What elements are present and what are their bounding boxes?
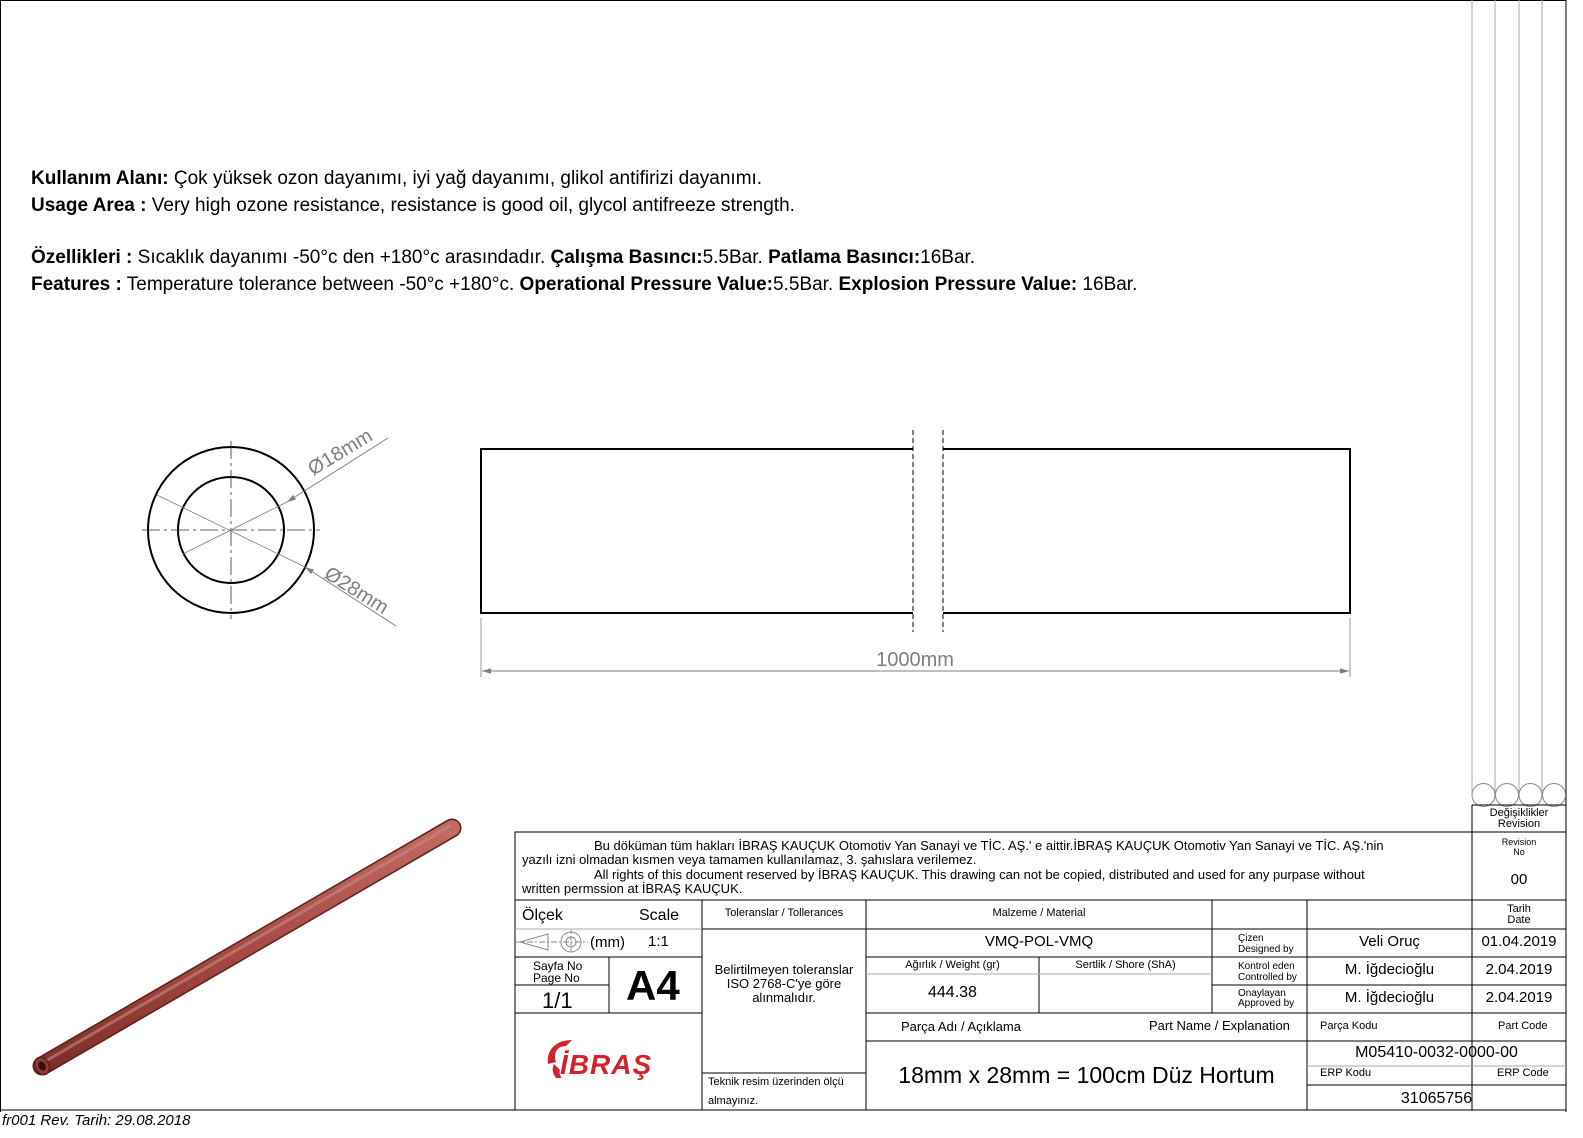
inner-diameter-label: Ø18mm <box>304 424 377 481</box>
revision-date-label-tr: Tarih <box>1507 903 1531 915</box>
erp-value: 31065756 <box>1400 1090 1473 1107</box>
paper-size: A4 <box>626 962 680 1009</box>
revision-header-tr: Değişiklikler <box>1489 807 1549 819</box>
part-name-label-tr: Parça Adı / Açıklama <box>901 1019 1021 1034</box>
copyright-en-line1: All rights of this document reserved by İBRAŞ KAUÇUK. This drawing can not be copied, distributed and used for any purpase without <box>594 867 1365 882</box>
tolerances-text-1: Belirtilmeyen toleranslar <box>714 962 854 977</box>
revision-header-en: Revision <box>1497 818 1541 830</box>
copyright-en-line2: written permssion at İBRAŞ KAUÇUK. <box>522 881 743 896</box>
no-measure-note-1: Teknik resim üzerinden ölçü <box>708 1076 844 1088</box>
logo-wordmark: İBRAŞ <box>560 1049 653 1080</box>
controlled-label-en: Controlled by <box>1238 972 1297 983</box>
part-name-value: 18mm x 28mm = 100cm Düz Hortum <box>898 1062 1275 1088</box>
revision-no-label-tr: Revision <box>1501 837 1537 847</box>
weight-header: Ağırlık / Weight (gr) <box>905 959 1000 971</box>
usage-area-en: Usage Area : Very high ozone resistance, resistance is good oil, glycol antifreeze strength. <box>31 194 795 216</box>
outer-diameter-label: Ø28mm <box>320 562 393 619</box>
designed-date: 01.04.2019 <box>1481 933 1557 950</box>
revision-no-label-en: No <box>1513 847 1525 857</box>
tolerances-header: Toleranslar / Tollerances <box>724 907 844 919</box>
material-value: VMQ-POL-VMQ <box>984 933 1094 950</box>
revision-date-label-en: Date <box>1507 914 1531 926</box>
designed-label-en: Designed by <box>1238 944 1294 955</box>
erp-label-en: ERP Code <box>1497 1067 1549 1079</box>
scale-label-tr: Ölçek <box>522 907 563 924</box>
units-label: (mm) <box>590 934 625 951</box>
revision-columns <box>1472 0 1542 795</box>
designed-label-tr: Çizen <box>1238 933 1264 944</box>
tolerances-text-2: ISO 2768-C'ye göre <box>726 976 842 991</box>
part-code-label-tr: Parça Kodu <box>1320 1020 1378 1032</box>
scale-label-en: Scale <box>639 907 680 924</box>
first-angle-projection-symbol <box>515 930 588 954</box>
approved-label-en: Approved by <box>1238 998 1295 1009</box>
controlled-date: 2.04.2019 <box>1485 961 1553 978</box>
part-name-label-en: Part Name / Explanation <box>1149 1018 1290 1033</box>
approved-date: 2.04.2019 <box>1485 989 1553 1006</box>
hose-3d-render <box>31 826 452 1077</box>
page-no-label-tr: Sayfa No <box>533 959 583 973</box>
page-value: 1/1 <box>542 988 573 1013</box>
ibras-logo <box>548 1040 652 1080</box>
length-dimension-label: 1000mm <box>876 649 954 671</box>
material-header: Malzeme / Material <box>992 907 1086 919</box>
controlled-label-tr: Kontrol eden <box>1238 961 1295 972</box>
erp-label-tr: ERP Kodu <box>1320 1067 1372 1079</box>
copyright-tr-line2: yazılı izni olmadan kısmen veya tamamen kullanılamaz, 3. şahıslara verilemez. <box>522 852 977 867</box>
tolerances-text-3: alınmalıdır. <box>752 990 816 1005</box>
hose-cross-section <box>142 425 396 626</box>
usage-area-tr: Kullanım Alanı: Çok yüksek ozon dayanımı, iyi yağ dayanımı, glikol antifirizi dayanımı. <box>31 168 763 189</box>
approved-label-tr: Onaylayan <box>1238 988 1286 999</box>
approved-name: M. İğdecioğlu <box>1344 989 1435 1006</box>
page-no-label-en: Page No <box>533 971 580 985</box>
part-code-value: M05410-0032-0000-00 <box>1355 1044 1518 1061</box>
features-en: Features : Temperature tolerance between -50°c +180°c. Operational Pressure Value:5.5Bar. Explosion Pressure Value: 16Bar. <box>31 273 1138 295</box>
form-reference: fr001 Rev. Tarih: 29.08.2018 <box>2 1112 191 1129</box>
weight-value: 444.38 <box>928 984 977 1001</box>
no-measure-note-2: almayınız. <box>708 1095 759 1107</box>
hose-side-view <box>481 430 1350 677</box>
part-code-label-en: Part Code <box>1498 1020 1548 1032</box>
designed-name: Veli Oruç <box>1359 933 1420 950</box>
features-tr: Özellikleri : Sıcaklık dayanımı -50°c den +180°c arasındadır. Çalışma Basıncı:5.5Bar. Patlama Basıncı:16Bar. <box>31 247 976 268</box>
shore-header: Sertlik / Shore (ShA) <box>1075 959 1176 971</box>
scale-value: 1:1 <box>648 933 669 950</box>
revision-no-value: 00 <box>1510 871 1528 888</box>
copyright-tr-line1: Bu döküman tüm hakları İBRAŞ KAUÇUK Otomotiv Yan Sanayi ve TİC. AŞ.' e aittir.İBRAŞ KAUÇUK Otomotiv Yan Sanayi ve TİC. AŞ.'nin <box>594 838 1384 853</box>
controlled-name: M. İğdecioğlu <box>1344 961 1435 978</box>
